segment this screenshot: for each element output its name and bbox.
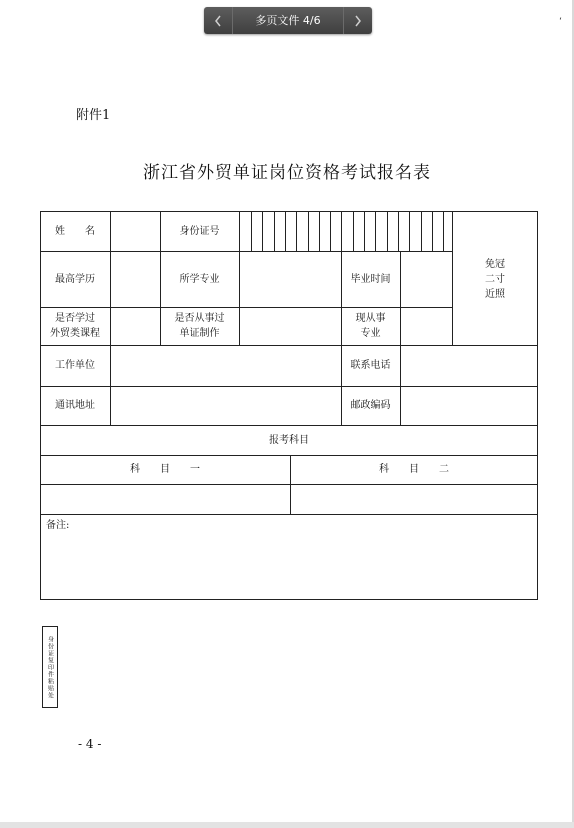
row-rule (40, 345, 538, 346)
row-rule (40, 386, 538, 387)
id-digit-rule (285, 211, 286, 251)
registration-form (40, 211, 538, 600)
row-rule (40, 514, 538, 515)
label-id-number: 身份证号 (179, 225, 220, 237)
page-indicator: 多页文件 4/6 (255, 14, 321, 27)
form-border-bottom (40, 599, 538, 600)
page-navigator (204, 7, 372, 34)
chevron-right-icon (354, 15, 362, 27)
col-rule (239, 211, 240, 345)
id-digit-rule (387, 211, 388, 251)
label-phone: 联系电话 (350, 360, 391, 371)
label-employer: 工作单位 (55, 360, 95, 371)
col-rule (110, 211, 111, 425)
label-remarks: 备注: (46, 519, 70, 531)
subject-two-header: 科 目 二 (379, 464, 449, 475)
id-digit-rule (421, 211, 422, 251)
id-digit-rule (330, 211, 331, 251)
id-digit-rule (274, 211, 275, 251)
corner-mark: ʻ (559, 17, 562, 27)
label-trade-course: 是否学过 外贸类课程 (50, 313, 100, 339)
previous-page-button[interactable] (204, 7, 233, 34)
label-address: 通讯地址 (55, 400, 95, 411)
label-current-major: 现从事 专业 (355, 313, 386, 339)
id-digit-rule (251, 211, 252, 251)
id-digit-rule (296, 211, 297, 251)
id-digit-rule (443, 211, 444, 251)
id-digit-rule (398, 211, 399, 251)
label-grad-time: 毕业时间 (350, 273, 391, 285)
id-digit-rule (432, 211, 433, 251)
id-copy-stamp: 身份证复印件粘贴处 (42, 626, 58, 708)
id-digit-rule (353, 211, 354, 251)
label-doc-work: 是否从事过 单证制作 (174, 313, 225, 339)
id-digit-rule (375, 211, 376, 251)
id-digit-rule (262, 211, 263, 251)
page-bottom-strip (0, 822, 574, 828)
col-rule (400, 251, 401, 425)
label-name: 姓 名 (55, 225, 95, 237)
id-digit-rule (409, 211, 410, 251)
subjects-header: 报考科目 (269, 434, 309, 446)
label-education: 最高学历 (55, 273, 95, 285)
row-rule (40, 484, 538, 485)
label-postcode: 邮政编码 (350, 400, 391, 411)
next-page-button[interactable] (343, 7, 372, 34)
attachment-label: 附件1 (76, 108, 111, 123)
label-photo: 免冠 二寸 近照 (485, 258, 505, 300)
document-title: 浙江省外贸单证岗位资格考试报名表 (143, 163, 431, 183)
id-digit-rule (319, 211, 320, 251)
chevron-left-icon (214, 15, 222, 27)
page-number: - 4 - (78, 737, 102, 751)
subject-one-header: 科 目 一 (130, 464, 200, 475)
id-digit-rule (308, 211, 309, 251)
label-major: 所学专业 (179, 273, 220, 285)
id-digit-rule (364, 211, 365, 251)
form-border-top (40, 211, 538, 212)
id-digit-rule (341, 211, 342, 251)
